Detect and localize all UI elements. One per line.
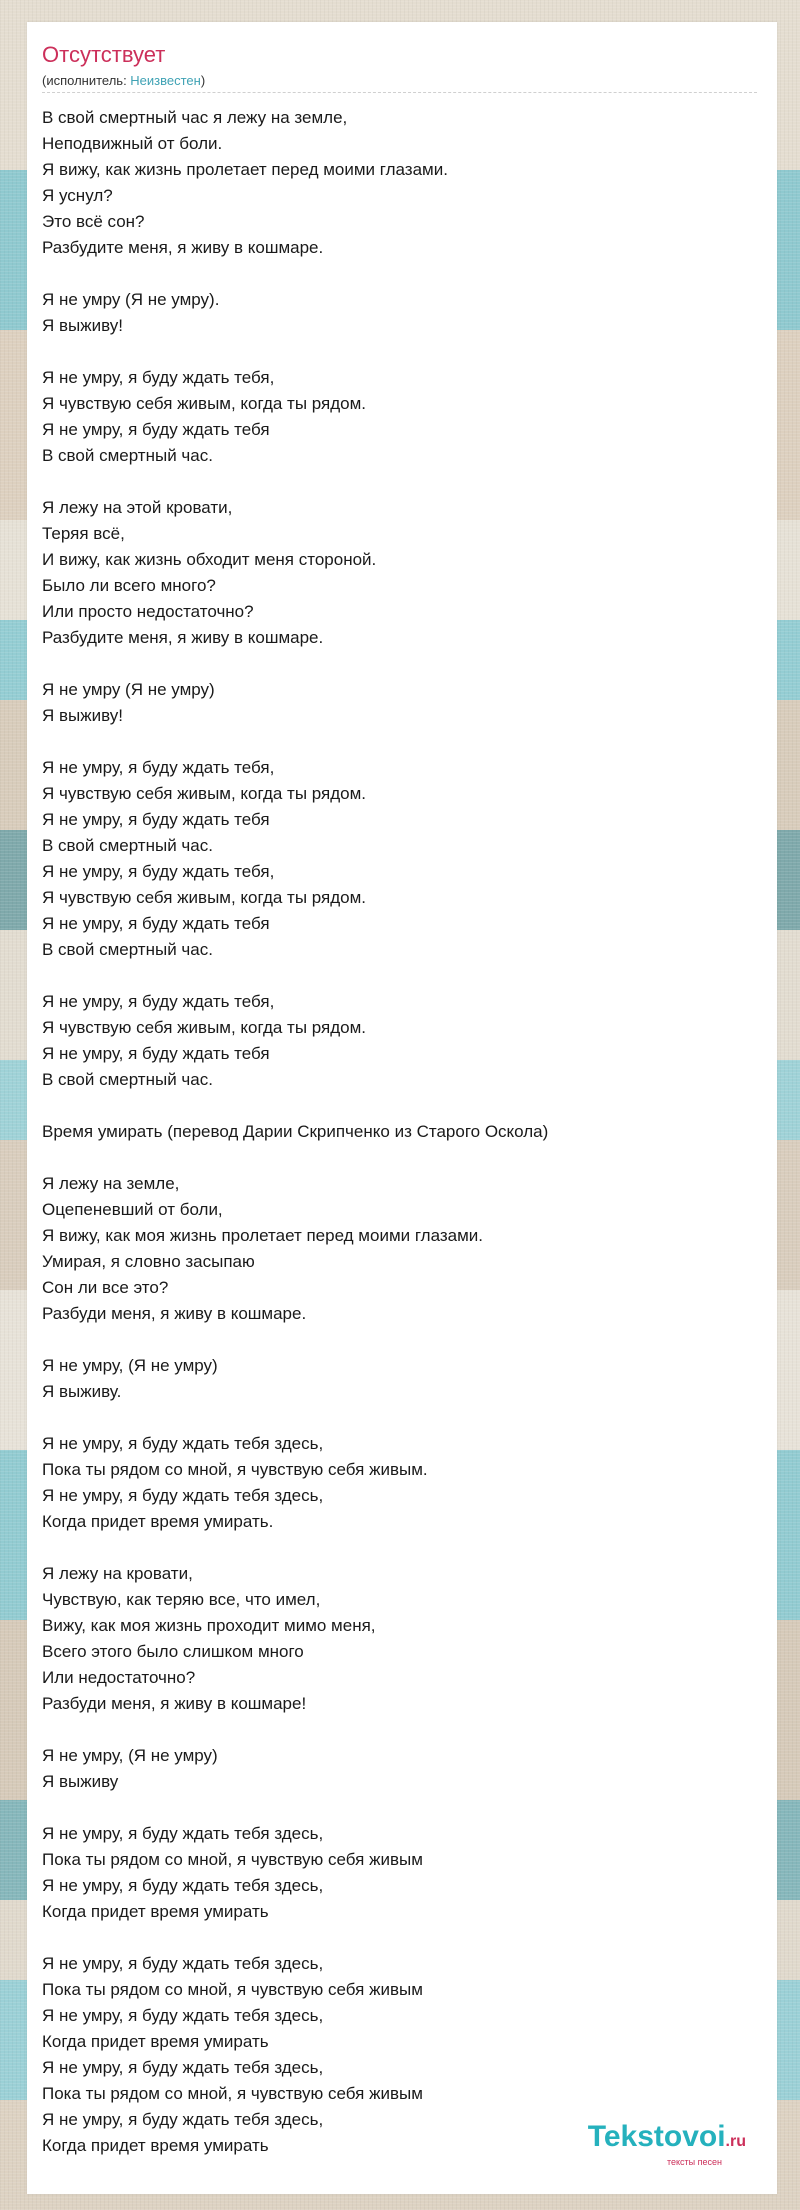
site-logo[interactable] xyxy=(588,2122,746,2168)
logo-name: Tekstovoi xyxy=(587,2120,726,2153)
lyrics-text: В свой смертный час я лежу на земле, Неподвижный от боли. Я вижу, как жизнь пролетает перед моими глазами. Я уснул? Это всё сон? Разбудите меня, я живу в кошмаре. Я не умру (Я не умру). Я выживу! Я не умру, я буду ждать тебя, Я чувствую себя живым, когда ты рядом. Я не умру, я буду ждать тебя В свой смертный час. Я лежу на этой кровати, Теряя всё, И вижу, как жизнь обходит меня стороной. Было ли всего много? Или просто недостаточно? Разбудите меня, я живу в кошмаре. Я не умру (Я не умру) Я выживу! Я не умру, я буду ждать тебя, Я чувствую себя живым, когда ты рядом. Я не умру, я буду ждать тебя В свой смертный час. Я не умру, я буду ждать тебя, Я чувствую себя живым, когда ты рядом. Я не умру, я буду ждать тебя В свой смертный час. Я не умру, я буду ждать тебя, Я чувствую себя живым, когда ты рядом. Я не умру, я буду ждать тебя В свой смертный час. Время умирать (перевод Дарии Скрипченко из Старого Оскола) Я лежу на земле, Оцепеневший от боли, Я вижу, как моя жизнь пролетает перед моими глазами. Умирая, я словно засыпаю Сон ли все это? Разбуди меня, я живу в кошмаре. Я не умру, (Я не умру) Я выживу. Я не умру, я буду ждать тебя здесь, Пока ты рядом со мной, я чувствую себя живым. Я не умру, я буду ждать тебя здесь, Когда придет время умирать. Я лежу на кровати, Чувствую, как теряю все, что имел, Вижу, как моя жизнь проходит мимо меня, Всего этого было слишком много Или недостаточно? Разбуди меня, я живу в кошмаре! Я не умру, (Я не умру) Я выживу Я не умру, я буду ждать тебя здесь, Пока ты рядом со мной, я чувствую себя живым Я не умру, я буду ждать тебя здесь, Когда придет время умирать Я не умру, я буду ждать тебя здесь, Пока ты рядом со мной, я чувствую себя живым Я не умру, я буду ждать тебя здесь, Когда придет время умирать Я не умру, я буду ждать тебя здесь, Пока ты рядом со мной, я чувствую себя живым Я не умру, я буду ждать тебя здесь, Когда придет время умирать xyxy=(42,108,549,2155)
lyrics-card xyxy=(27,22,777,2194)
artist-suffix: ) xyxy=(200,73,206,88)
artist-line xyxy=(42,73,757,93)
artist-link[interactable]: Неизвестен xyxy=(130,73,201,88)
artist-prefix: (исполнитель: xyxy=(42,73,131,88)
song-title: Отсутствует xyxy=(42,42,166,67)
logo-wordmark xyxy=(588,2122,746,2157)
logo-tagline: тексты песен xyxy=(666,2157,722,2167)
logo-tld: .ru xyxy=(725,2133,746,2150)
